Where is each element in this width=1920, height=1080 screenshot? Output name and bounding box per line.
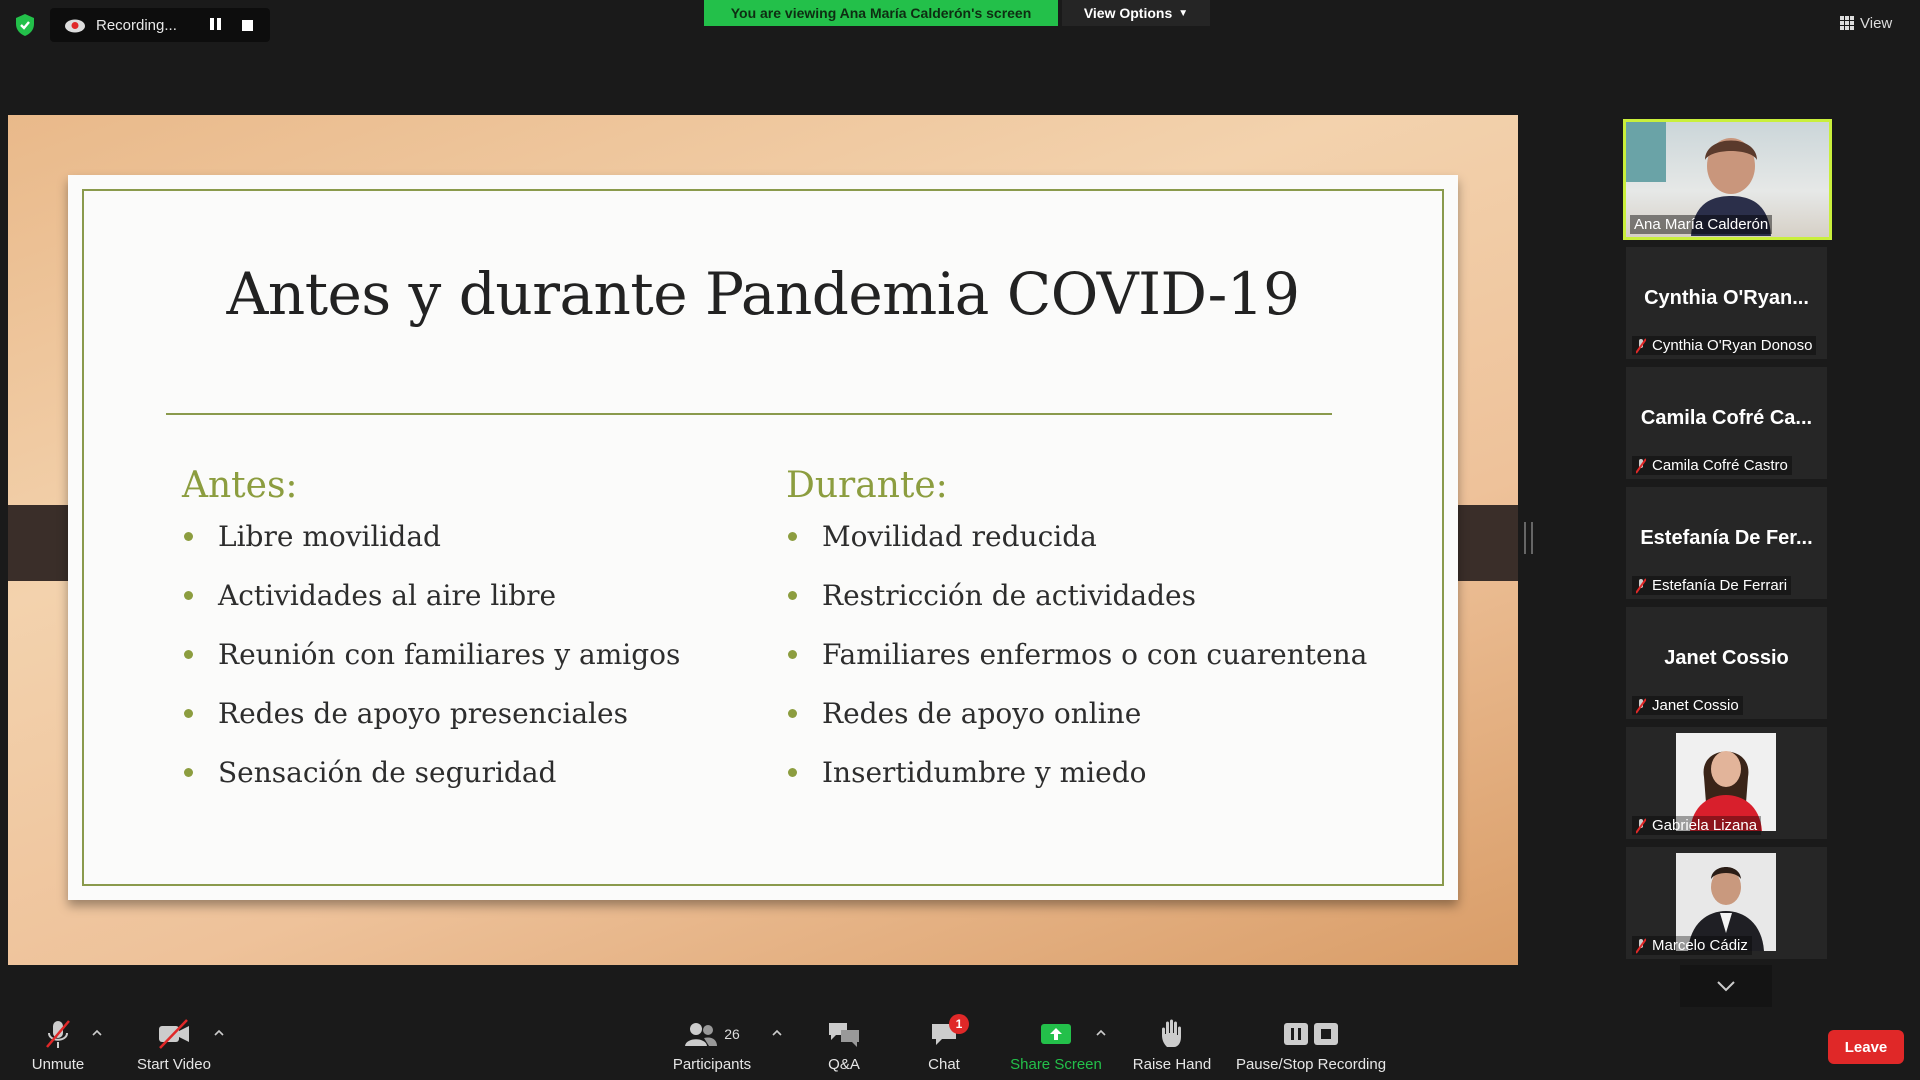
chevron-down-icon: ▼ bbox=[1178, 7, 1189, 19]
participant-name: Estefanía De Ferrari bbox=[1652, 577, 1788, 594]
participants-label: Participants bbox=[672, 1056, 752, 1073]
participant-display-name: Cynthia O'Ryan... bbox=[1644, 287, 1809, 309]
gallery-scroll-down-button[interactable] bbox=[1680, 965, 1772, 1007]
participant-name: Gabriela Lizana bbox=[1652, 817, 1758, 834]
shared-screen bbox=[8, 115, 1518, 965]
panel-resize-handle[interactable] bbox=[1524, 522, 1533, 554]
bullet-item: Sensación de seguridad bbox=[182, 753, 742, 812]
share-screen-icon bbox=[1040, 1021, 1072, 1047]
column-heading: Antes: bbox=[182, 465, 298, 506]
chat-button[interactable] bbox=[924, 1018, 964, 1073]
participant-name: Ana María Calderón bbox=[1634, 216, 1769, 233]
qa-label: Q&A bbox=[828, 1056, 860, 1073]
chat-unread-badge: 1 bbox=[949, 1014, 969, 1034]
participant-display-name: Janet Cossio bbox=[1664, 647, 1789, 669]
view-options-button[interactable] bbox=[1062, 0, 1210, 26]
pause-icon bbox=[1283, 1022, 1309, 1046]
audio-options-caret-icon[interactable] bbox=[90, 1026, 104, 1040]
bullet-item: Insertidumbre y miedo bbox=[786, 753, 1406, 812]
participants-options-caret-icon[interactable] bbox=[770, 1026, 784, 1040]
participant-tile[interactable] bbox=[1626, 607, 1827, 719]
background-painting bbox=[1626, 122, 1666, 182]
active-speaker-tile[interactable] bbox=[1623, 119, 1832, 240]
viewing-screen-banner: You are viewing Ana María Calderón's screen bbox=[704, 0, 1058, 26]
share-screen-label: Share Screen bbox=[1010, 1056, 1102, 1073]
slide-column-before bbox=[182, 465, 742, 812]
qa-icon bbox=[827, 1020, 861, 1048]
bullet-item: Actividades al aire libre bbox=[182, 576, 742, 635]
security-shield-icon[interactable] bbox=[12, 12, 38, 38]
slide-divider bbox=[166, 413, 1332, 415]
slide-column-during bbox=[786, 465, 1406, 812]
grid-icon bbox=[1840, 16, 1854, 30]
participant-tile[interactable] bbox=[1626, 727, 1827, 839]
pause-stop-recording-button[interactable] bbox=[1236, 1018, 1386, 1073]
participants-icon bbox=[684, 1021, 718, 1047]
participant-display-name: Camila Cofré Ca... bbox=[1640, 407, 1813, 429]
chevron-down-icon bbox=[1716, 980, 1736, 992]
start-video-label: Start Video bbox=[137, 1056, 211, 1073]
muted-mic-icon bbox=[1636, 578, 1646, 594]
muted-mic-icon bbox=[1636, 698, 1646, 714]
muted-mic-icon bbox=[1636, 458, 1646, 474]
participant-name: Marcelo Cádiz bbox=[1652, 937, 1748, 954]
qa-button[interactable] bbox=[822, 1018, 866, 1073]
bullet-item: Movilidad reducida bbox=[786, 517, 1406, 576]
unmute-label: Unmute bbox=[31, 1056, 85, 1073]
start-video-button[interactable] bbox=[134, 1018, 214, 1073]
participants-button[interactable] bbox=[668, 1018, 756, 1073]
participant-tile[interactable] bbox=[1626, 247, 1827, 359]
participant-tile[interactable] bbox=[1626, 367, 1827, 479]
view-options-label: View Options bbox=[1083, 5, 1173, 21]
pause-recording-icon[interactable] bbox=[210, 18, 224, 32]
column-heading: Durante: bbox=[786, 465, 948, 506]
participant-tile[interactable] bbox=[1626, 847, 1827, 959]
muted-mic-icon bbox=[43, 1018, 73, 1050]
bullet-item: Restricción de actividades bbox=[786, 576, 1406, 635]
share-options-caret-icon[interactable] bbox=[1094, 1026, 1108, 1040]
tile-name-label bbox=[1632, 456, 1792, 475]
bullet-item: Redes de apoyo presenciales bbox=[182, 694, 742, 753]
participant-name: Janet Cossio bbox=[1652, 697, 1739, 714]
tile-name-label bbox=[1632, 816, 1761, 835]
bullet-item: Familiares enfermos o con cuarentena bbox=[786, 635, 1406, 694]
muted-mic-icon bbox=[1636, 338, 1646, 354]
stop-icon bbox=[1313, 1022, 1339, 1046]
recording-label: Recording... bbox=[96, 16, 177, 34]
leave-button[interactable]: Leave bbox=[1828, 1030, 1904, 1064]
tile-name-label bbox=[1632, 696, 1743, 715]
video-options-caret-icon[interactable] bbox=[212, 1026, 226, 1040]
participant-display-name: Estefanía De Fer... bbox=[1640, 527, 1813, 549]
tile-name-label bbox=[1632, 336, 1816, 355]
raise-hand-label: Raise Hand bbox=[1132, 1056, 1212, 1073]
pause-stop-recording-label: Pause/Stop Recording bbox=[1235, 1056, 1387, 1073]
slide bbox=[68, 175, 1458, 900]
raise-hand-icon bbox=[1159, 1019, 1185, 1049]
chat-label: Chat bbox=[928, 1056, 960, 1073]
share-screen-button[interactable] bbox=[1008, 1018, 1104, 1073]
slide-title: Antes y durante Pandemia COVID-19 bbox=[226, 260, 1300, 328]
muted-mic-icon bbox=[1636, 938, 1646, 954]
bullet-item: Redes de apoyo online bbox=[786, 694, 1406, 753]
participant-tile[interactable] bbox=[1626, 487, 1827, 599]
unmute-button[interactable] bbox=[28, 1018, 88, 1073]
view-button[interactable] bbox=[1840, 8, 1910, 38]
participants-count: 26 bbox=[724, 1026, 740, 1042]
tile-name-label bbox=[1630, 215, 1772, 234]
tile-name-label bbox=[1632, 576, 1791, 595]
bullet-item: Reunión con familiares y amigos bbox=[182, 635, 742, 694]
tile-name-label bbox=[1632, 936, 1752, 955]
recording-indicator bbox=[50, 8, 270, 42]
video-off-icon bbox=[157, 1018, 191, 1050]
view-label: View bbox=[1860, 14, 1893, 32]
raise-hand-button[interactable] bbox=[1132, 1018, 1212, 1073]
stop-recording-icon[interactable] bbox=[242, 20, 253, 31]
cloud-recording-icon bbox=[64, 17, 86, 33]
participant-name: Camila Cofré Castro bbox=[1652, 457, 1788, 474]
bullet-item: Libre movilidad bbox=[182, 517, 742, 576]
participant-name: Cynthia O'Ryan Donoso bbox=[1652, 337, 1813, 354]
muted-mic-icon bbox=[1636, 818, 1646, 834]
